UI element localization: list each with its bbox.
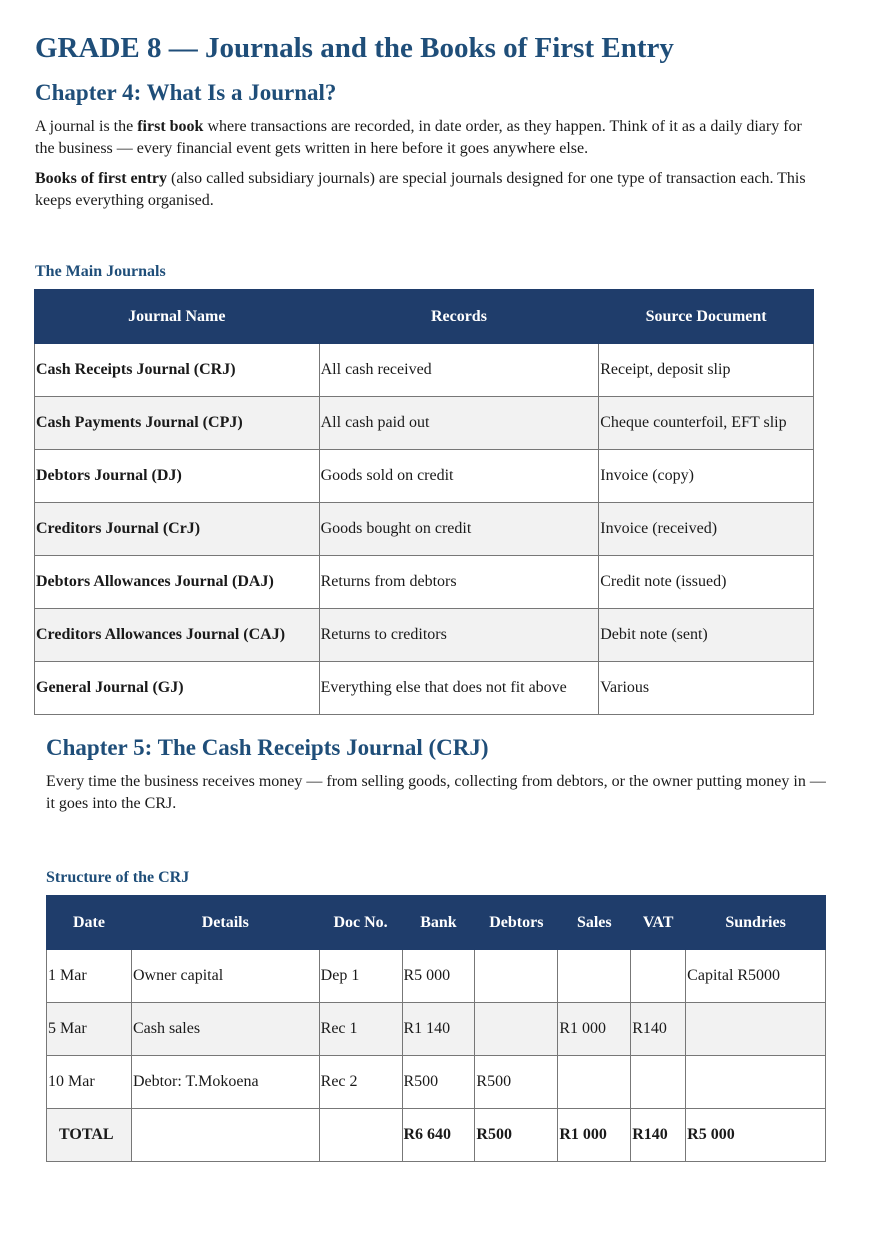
crj-structure-title: Structure of the CRJ: [46, 869, 190, 886]
source-document-cell: Cheque counterfoil, EFT slip: [599, 397, 814, 450]
records-cell: Goods sold on credit: [319, 450, 599, 503]
details-cell: Cash sales: [131, 1003, 319, 1056]
column-header: Sundries: [686, 896, 826, 950]
column-header: Source Document: [599, 290, 814, 344]
date-cell: 10 Mar: [47, 1056, 132, 1109]
journal-name-cell: Cash Payments Journal (CPJ): [35, 397, 320, 450]
chapter-5-heading: Chapter 5: The Cash Receipts Journal (CRJ): [46, 735, 489, 760]
chapter-5-section: [46, 733, 846, 823]
source-document-cell: Debit note (sent): [599, 609, 814, 662]
records-cell: Everything else that does not fit above: [319, 662, 599, 715]
bank-cell: R5 000: [402, 950, 475, 1003]
doc-no-cell: Dep 1: [319, 950, 402, 1003]
chapter-4-section: [35, 28, 835, 220]
paragraph-bold-text: Books of first entry: [35, 170, 167, 187]
source-document-cell: Invoice (copy): [599, 450, 814, 503]
details-cell: Owner capital: [131, 950, 319, 1003]
document-title: GRADE 8 — Journals and the Books of First Entry: [35, 32, 674, 64]
vat-cell: [631, 1056, 686, 1109]
paragraph-bold-text: first book: [137, 118, 204, 135]
column-header: Records: [319, 290, 599, 344]
chapter-4-paragraph-1: [35, 116, 825, 160]
table-row: [35, 503, 814, 556]
table-row: [47, 950, 826, 1003]
chapter-4-paragraph-2: [35, 168, 825, 212]
sales-cell: R1 000: [558, 1003, 631, 1056]
vat-cell: R140: [631, 1003, 686, 1056]
sales-total-cell: R1 000: [558, 1109, 631, 1162]
chapter-5-paragraph-1: Every time the business receives money — from selling goods, collecting from debtors, or the owner putting money in — it goes into the CRJ.: [46, 773, 826, 812]
debtors-cell: [475, 950, 558, 1003]
journal-name-cell: Creditors Journal (CrJ): [35, 503, 320, 556]
column-header: Doc No.: [319, 896, 402, 950]
vat-cell: [631, 950, 686, 1003]
paragraph-text: where transactions are recorded, in date order, as they happen. Think of it as a daily diary for the business — every financial event gets written in here before it goes anywhere else.: [35, 118, 802, 157]
column-header: Bank: [402, 896, 475, 950]
journal-name-cell: Cash Receipts Journal (CRJ): [35, 344, 320, 397]
column-header: Sales: [558, 896, 631, 950]
records-cell: All cash received: [319, 344, 599, 397]
doc-no-cell: [319, 1109, 402, 1162]
table-row: [35, 609, 814, 662]
bank-cell: R1 140: [402, 1003, 475, 1056]
debtors-cell: R500: [475, 1056, 558, 1109]
records-cell: All cash paid out: [319, 397, 599, 450]
table-header-row: [35, 290, 814, 344]
column-header: Details: [131, 896, 319, 950]
main-journals-title: The Main Journals: [35, 263, 166, 280]
sundries-cell: [686, 1056, 826, 1109]
table-row: [47, 1003, 826, 1056]
sales-cell: [558, 950, 631, 1003]
table-row: [35, 556, 814, 609]
main-journals-table: [34, 289, 814, 715]
bank-total-cell: R6 640: [402, 1109, 475, 1162]
table-row: [35, 662, 814, 715]
records-cell: Goods bought on credit: [319, 503, 599, 556]
doc-no-cell: Rec 1: [319, 1003, 402, 1056]
source-document-cell: Credit note (issued): [599, 556, 814, 609]
table-row: [35, 344, 814, 397]
details-cell: Debtor: T.Mokoena: [131, 1056, 319, 1109]
date-cell: 5 Mar: [47, 1003, 132, 1056]
table-row: [47, 1056, 826, 1109]
column-header: Date: [47, 896, 132, 950]
sales-cell: [558, 1056, 631, 1109]
journal-name-cell: General Journal (GJ): [35, 662, 320, 715]
date-cell: 1 Mar: [47, 950, 132, 1003]
records-cell: Returns from debtors: [319, 556, 599, 609]
column-header: Debtors: [475, 896, 558, 950]
table-header-row: [47, 896, 826, 950]
records-cell: Returns to creditors: [319, 609, 599, 662]
table-row: [35, 450, 814, 503]
paragraph-text: (also called subsidiary journals) are special journals designed for one type of transaction each. This keeps everything organised.: [35, 170, 806, 209]
total-label-cell: TOTAL: [47, 1109, 132, 1162]
journal-name-cell: Creditors Allowances Journal (CAJ): [35, 609, 320, 662]
journal-name-cell: Debtors Journal (DJ): [35, 450, 320, 503]
journal-name-cell: Debtors Allowances Journal (DAJ): [35, 556, 320, 609]
sundries-total-cell: R5 000: [686, 1109, 826, 1162]
column-header: VAT: [631, 896, 686, 950]
debtors-total-cell: R500: [475, 1109, 558, 1162]
details-cell: [131, 1109, 319, 1162]
bank-cell: R500: [402, 1056, 475, 1109]
source-document-cell: Various: [599, 662, 814, 715]
paragraph-text: A journal is the: [35, 118, 138, 135]
vat-total-cell: R140: [631, 1109, 686, 1162]
sundries-cell: Capital R5000: [686, 950, 826, 1003]
total-row: [47, 1109, 826, 1162]
debtors-cell: [475, 1003, 558, 1056]
source-document-cell: Receipt, deposit slip: [599, 344, 814, 397]
source-document-cell: Invoice (received): [599, 503, 814, 556]
sundries-cell: [686, 1003, 826, 1056]
table-row: [35, 397, 814, 450]
chapter-4-heading: Chapter 4: What Is a Journal?: [35, 80, 337, 105]
crj-structure-table: [46, 895, 826, 1162]
column-header: Journal Name: [35, 290, 320, 344]
doc-no-cell: Rec 2: [319, 1056, 402, 1109]
